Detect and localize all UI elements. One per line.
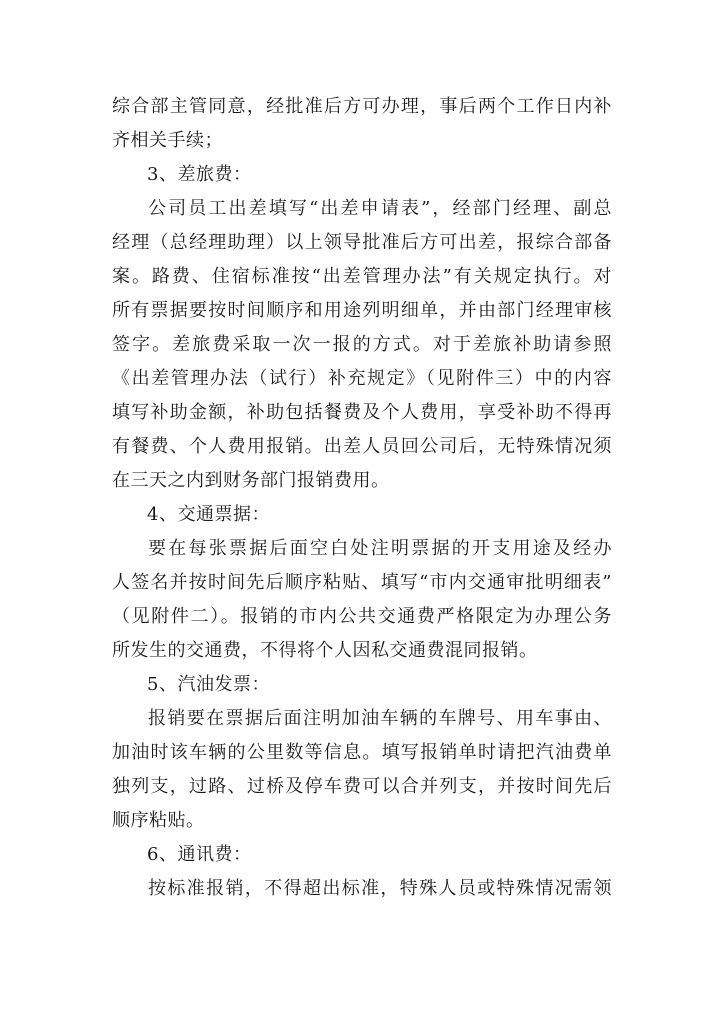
section-heading-telecom: 6、通讯费： <box>147 844 252 865</box>
paragraph-line: 按标准报销，不得超出标准，特殊人员或特殊情况需领 <box>148 878 612 899</box>
paragraph-line: 齐相关手续； <box>112 130 223 151</box>
paragraph-line: 综合部主管同意，经批准后方可办理，事后两个工作日内补 <box>112 96 612 117</box>
paragraph-line: 独列支，过路、过桥及停车费可以合并列支，并按时间先后 <box>112 776 612 797</box>
paragraph-line: （见附件二）。报销的市内公共交通费严格限定为办理公务 <box>112 606 612 627</box>
paragraph-line: 所有票据要按时间顺序和用途列明细单，并由部门经理审核 <box>112 300 612 321</box>
paragraph-line: 经理（总经理助理）以上领导批准后方可出差，报综合部备 <box>112 232 612 253</box>
paragraph-line: 加油时该车辆的公里数等信息。填写报销单时请把汽油费单 <box>112 742 612 763</box>
paragraph-line: 填写补助金额，补助包括餐费及个人费用，享受补助不得再 <box>112 402 612 423</box>
paragraph-line: 人签名并按时间先后顺序粘贴、填写“市内交通审批明细表” <box>112 572 612 593</box>
paragraph-line: 要在每张票据后面空白处注明票据的开支用途及经办 <box>148 538 612 559</box>
paragraph-line: 在三天之内到财务部门报销费用。 <box>112 470 390 491</box>
paragraph-line: 案。路费、住宿标准按“出差管理办法”有关规定执行。对 <box>112 266 612 287</box>
paragraph-line: 有餐费、个人费用报销。出差人员回公司后，无特殊情况须 <box>112 436 612 457</box>
paragraph-line: 公司员工出差填写“出差申请表”，经部门经理、副总 <box>148 198 612 219</box>
paragraph-line: 所发生的交通费，不得将个人因私交通费混同报销。 <box>112 640 538 661</box>
paragraph-line: 签字。差旅费采取一次一报的方式。对于差旅补助请参照 <box>112 334 612 355</box>
paragraph-line: 《出差管理办法（试行）补充规定》（见附件三）中的内容 <box>112 368 612 389</box>
paragraph-line: 顺序粘贴。 <box>112 810 205 831</box>
paragraph-line: 报销要在票据后面注明加油车辆的车牌号、用车事由、 <box>148 708 612 729</box>
section-heading-fuel: 5、汽油发票： <box>147 674 270 695</box>
section-heading-transport: 4、交通票据： <box>147 504 270 525</box>
section-heading-travel: 3、差旅费： <box>147 164 252 185</box>
